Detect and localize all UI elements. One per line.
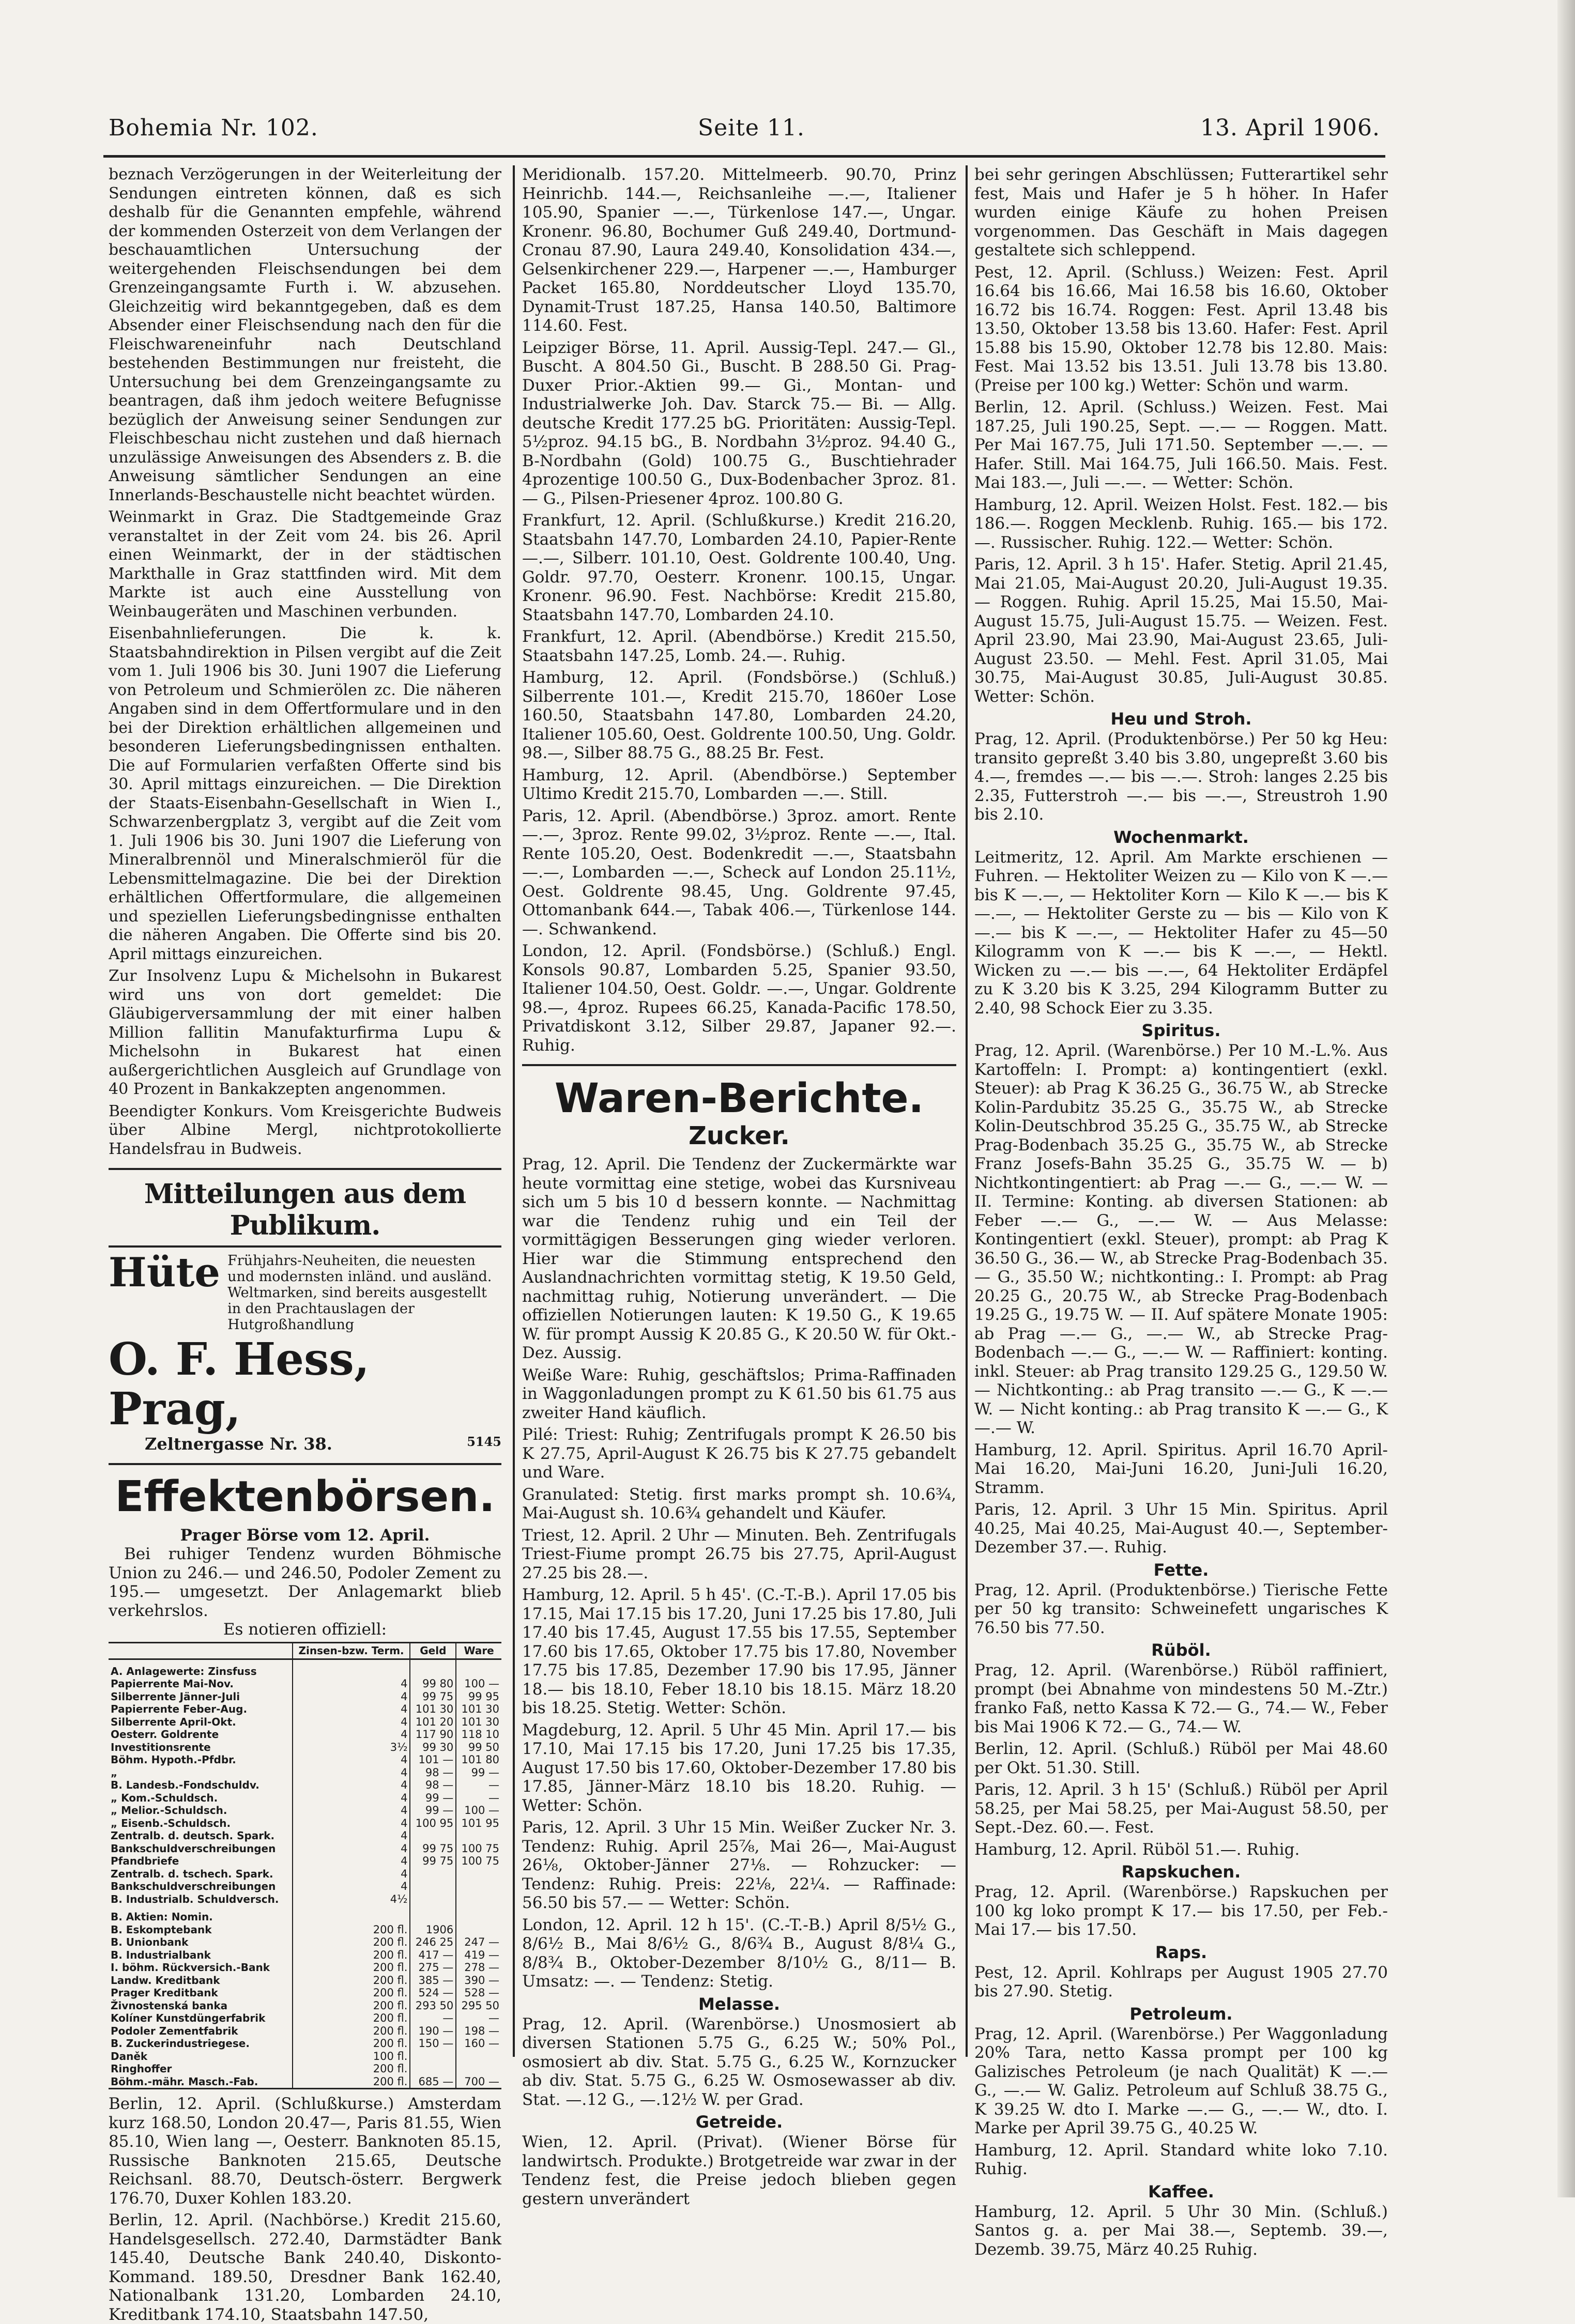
table-cell-name: B. Unionbank xyxy=(111,1936,189,1948)
table-cell-value: 1906 xyxy=(410,1923,456,1936)
table-cell-name: „ xyxy=(111,1766,118,1779)
table-row xyxy=(109,2037,501,2050)
table-cell-value: 101 30 xyxy=(456,1716,501,1729)
table-cell-value: 4 xyxy=(293,1677,410,1690)
table-cell-value: 685 — xyxy=(410,2075,456,2088)
subheading: Prager Börse vom 12. April. xyxy=(180,1526,430,1545)
table-cell-value: 4 xyxy=(293,1817,410,1830)
table-cell-name: Kolíner Kunstdüngerfabrik xyxy=(111,2012,266,2024)
table-cell-value xyxy=(410,2063,456,2075)
article-paragraph: Prag, 12. April. (Warenbörse.) Rapskuchen per 100 kg loko prompt K 17.— bis 17.50, per Feb.-Mai 17.— bis 17.50. xyxy=(974,1883,1388,1939)
table-cell-value: 99 30 xyxy=(410,1741,456,1754)
article-paragraph: Eisenbahnlieferungen. Die k. k. Staatsbahndirektion in Pilsen vergibt auf die Zeit vom 1. Juli 1906 bis 30. Juni 1907 die Lieferung von Petroleum und Schmierölen zc. Die näheren Angaben sind in dem Offertformulare und in den bei der Direktion erhältlichen allgemeinen und besonderen Lieferungsbedingnissen enthalten. Die auf Formularien verfaßten Offerte sind bis 30. April mittags einzureichen. — Die Direktion der Staats-Eisenbahn-Gesellschaft in Wien I., Schwarzenbergplatz 3, vergibt auf die Zeit vom 1. Juli 1906 bis 30. Juni 1907 die Lieferung von Mineralbrennöl und Mineralschmieröl für die Lebensmittelmagazine. Die bei der Direktion erhältlichen Offertformulare, die allgemeinen und speziellen Lieferungsbedingnisse enthalten die näheren Angaben. Die Offerte sind bis 20. April mittags einzureichen. xyxy=(109,624,501,963)
ad-company-name: O. F. Hess, Prag, xyxy=(109,1333,370,1435)
article-paragraph: Pest, 12. April. Kohlraps per August 1905 27.70 bis 27.90. Stetig. xyxy=(974,1963,1388,2000)
table-cell-value: — xyxy=(456,1779,501,1792)
ad-headline: Hüte xyxy=(109,1249,221,1296)
table-cell-value: 4 xyxy=(293,1880,410,1893)
table-cell-value: 200 fl. xyxy=(293,2063,410,2075)
table-cell-name: B. Industrialb. Schuldversch. xyxy=(111,1892,279,1905)
table-row xyxy=(109,1677,501,1690)
table-cell-value: 99 80 xyxy=(410,1677,456,1690)
column-3 xyxy=(974,165,1388,2259)
article-paragraph: Magdeburg, 12. April. 5 Uhr 45 Min. April 17.— bis 17.10, Mai 17.15 bis 17.20, Juni 17.25 bis 17.35, August 17.50 bis 17.60, Oktober-Dezember 17.80 bis 17.85, Jänner-März 18.10 bis 18.20. Ruhig. — Wetter: Schön. xyxy=(522,1720,956,1815)
table-cell-value: 4 xyxy=(293,1766,410,1779)
section-rule xyxy=(109,1168,501,1170)
subsection-heading-raps: Raps. xyxy=(1155,1942,1207,1962)
table-row xyxy=(109,1792,501,1805)
table-row xyxy=(109,1923,501,1936)
table-cell-value: 99 75 xyxy=(410,1855,456,1868)
table-cell-value: 4 xyxy=(293,1842,410,1855)
table-cell-name: „ Melior.-Schuldsch. xyxy=(111,1804,227,1817)
table-cell-value: 275 — xyxy=(410,1961,456,1974)
section-heading-warenberichte: Waren-Berichte. xyxy=(554,1075,924,1122)
table-row xyxy=(109,1804,501,1817)
table-cell-value: 100 95 xyxy=(410,1817,456,1830)
table-cell-value: 4 xyxy=(293,1728,410,1741)
subsection-heading-petroleum: Petroleum. xyxy=(1129,2004,1233,2024)
article-paragraph: London, 12. April. 12 h 15'. (C.-T.-B.) April 8/5½ G., 8/6½ B., Mai 8/6½ G., 8/6¾ B., August 8/8¼ G., 8/8¾ B., Oktober-Dezember 8/10½ G., 8/11— B. Umsatz: —. — Tendenz: Stetig. xyxy=(522,1915,956,1991)
table-cell-value: 99 — xyxy=(410,1792,456,1805)
table-cell-value: 101 30 xyxy=(456,1703,501,1716)
table-row xyxy=(109,1961,501,1974)
article-paragraph: Paris, 12. April. 3 Uhr 15 Min. Spiritus. April 40.25, Mai 40.25, Mai-August 40.—, September-Dezember 37.—. Ruhig. xyxy=(974,1500,1388,1557)
table-cell-value: 99 — xyxy=(456,1766,501,1779)
article-paragraph: Paris, 12. April. 3 Uhr 15 Min. Weißer Zucker Nr. 3. Tendenz: Ruhig. April 25⅞, Mai 26—, Mai-August 26⅛, Oktober-Jänner 27⅛. — Rohzucker: — Tendenz: Ruhig. Preis: 22⅛, 22¼. — Raffinade: 56.50 bis 57.— — Wetter: Schön. xyxy=(522,1818,956,1912)
table-cell-value: 101 30 xyxy=(410,1703,456,1716)
subsection-heading-zucker: Zucker. xyxy=(689,1121,790,1150)
table-cell-value xyxy=(456,1880,501,1893)
table-cell-value xyxy=(410,1905,456,1923)
table-cell-value: 101 95 xyxy=(456,1817,501,1830)
table-row xyxy=(109,1779,501,1792)
ad-text: Frühjahrs-Neuheiten, die neuesten und modernsten inländ. und ausländ. Weltmarken, sind bereits ausgestellt in den Prachtauslagen der Hutgroßhandlung xyxy=(227,1253,492,1333)
table-row xyxy=(109,2075,501,2088)
table-row xyxy=(109,1817,501,1830)
article-paragraph: Hamburg, 12. April. Weizen Holst. Fest. 182.— bis 186.—. Roggen Mecklenb. Ruhig. 165.— bis 172.—. Russischer. Ruhig. 122.— Wetter: Schön. xyxy=(974,495,1388,552)
table-cell-name: Oesterr. Goldrente xyxy=(111,1728,219,1741)
table-row xyxy=(109,1690,501,1703)
table-row xyxy=(109,1905,501,1923)
article-paragraph: Hamburg, 12. April. 5 Uhr 30 Min. (Schluß.) Santos g. a. per Mai 38.—, Septemb. 39.—, Dezemb. 39.75, März 40.25 Ruhig. xyxy=(974,2202,1388,2259)
table-cell-value: 200 fl. xyxy=(293,2037,410,2050)
table-cell-value: 4 xyxy=(293,1868,410,1881)
table-cell-name: Bankschuldverschreibungen xyxy=(111,1880,276,1892)
article-paragraph: Leipziger Börse, 11. April. Aussig-Tepl. 247.— Gl., Buscht. A 804.50 Gi., Buscht. B 288.50 Gi. Prag-Duxer Prior.-Aktien 99.— Gi., Montan- und Industrialwerke Joh. Dav. Starck 75.— Bi. — Allg. deutsche Kredit 177.25 bG. Prioritäten: Aussig-Tepl. 5½proz. 94.15 bG., B. Nordbahn 3½proz. 94.40 G., B-Nordbahn (Gold) 100.75 G., Buschtiehrader 4prozentige 100.50 G., Dux-Bodenbacher 3proz. 81.— G., Pilsen-Priesener 4proz. 100.80 G. xyxy=(522,338,956,508)
article-paragraph: Prag, 12. April. Die Tendenz der Zuckermärkte war heute vormittag eine stetige, wobei das Kursniveau sich um 5 bis 10 d bessern konnte. — Nachmittag war die Tendenz ruhig und ein Teil der vormittägigen Besserungen ging wieder verloren. Hier war die Stimmung entsprechend den Auslandnachrichten vormittag stetig, K 19.50 Geld, nachmittag ruhig, Notierung unverändert. — Die offiziellen Notierungen lauten: K 19.50 G., K 19.65 W. für prompt Aussig K 20.85 G., K 20.50 W. für Okt.-Dez. Aussig. xyxy=(522,1155,956,1362)
table-cell-name: Böhm.-mähr. Masch.-Fab. xyxy=(111,2075,258,2088)
table-cell-value: 99 — xyxy=(410,1804,456,1817)
article-paragraph: Prag, 12. April. (Warenbörse.) Per Waggonladung 20% Tara, netto Kassa prompt per 100 kg Galizisches Petroleum (je nach Qualität) K —.— G., —.— W. Galiz. Petroleum auf Schluß 38.75 G., K 39.25 W. dto I. Marke —.— G., —.— W., dto. I. Marke per April 39.75 G., 40.25 W. xyxy=(974,2024,1388,2137)
table-cell-value: 385 — xyxy=(410,1974,456,1987)
header-date: 13. April 1906. xyxy=(1200,115,1380,141)
header-rule xyxy=(103,155,1385,158)
table-cell-value: 118 10 xyxy=(456,1728,501,1741)
article-paragraph: Paris, 12. April. 3 h 15'. Hafer. Stetig. April 21.45, Mai 21.05, Mai-August 20.20, Juli-August 19.35. — Roggen. Ruhig. April 15.25, Mai 15.50, Mai-August 15.75, Juli-August 15.75. — Weizen. Fest. April 23.90, Mai 23.90, Mai-August 23.65, Juli-August 23.50. — Mehl. Fest. April 31.05, Mai 30.75, Mai-August 30.85, Juli-August 30.85. Wetter: Schön. xyxy=(974,555,1388,706)
table-cell-name: A. Anlagewerte: Zinsfuss xyxy=(111,1665,257,1677)
table-cell-value: 98 — xyxy=(410,1779,456,1792)
table-cell-name: Podoler Zementfabrik xyxy=(111,2024,238,2037)
table-cell-name: „ Kom.-Schuldsch. xyxy=(111,1791,218,1804)
table-cell-value: 100 — xyxy=(456,1677,501,1690)
table-cell-value: 3½ xyxy=(293,1741,410,1754)
article-paragraph: Berlin, 12. April. (Schluss.) Weizen. Fest. Mai 187.25, Juli 190.25, Sept. —.— — Roggen. Matt. Per Mai 167.75, Juli 171.50. September —.—. — Hafer. Still. Mai 164.75, Juli 166.50. Mais. Fest. Mai 183.—, Juli —.—. — Wetter: Schön. xyxy=(974,398,1388,492)
article-paragraph: Weiße Ware: Ruhig, geschäftslos; Prima-Raffinaden in Waggonladungen prompt zu K 61.50 bis 61.75 aus zweiter Hand käuflich. xyxy=(522,1365,956,1422)
table-row xyxy=(109,1893,501,1906)
subsection-heading-melasse: Melasse. xyxy=(698,1994,781,2014)
table-cell-value: 4 xyxy=(293,1779,410,1792)
table-cell-value: 200 fl. xyxy=(293,1987,410,1999)
article-paragraph: Hamburg, 12. April. 5 h 45'. (C.-T.-B.). April 17.05 bis 17.15, Mai 17.15 bis 17.20, Juni 17.25 bis 17.80, Juli 17.40 bis 17.45, August 17.55 bis 17.55, September 17.60 bis 17.65, Oktober 17.75 bis 17.80, November 17.75 bis 17.85, Dezember 17.90 bis 17.95, Jänner 18.— bis 18.10, Feber 18.10 bis 18.15. März 18.20 bis 18.25. Stetig. Wetter: Schön. xyxy=(522,1586,956,1717)
table-row xyxy=(109,2012,501,2025)
table-cell-value: 4 xyxy=(293,1716,410,1729)
table-cell-name: Böhm. Hypoth.-Pfdbr. xyxy=(111,1753,236,1766)
table-cell-name: Papierrente Feber-Aug. xyxy=(111,1703,248,1715)
table-cell-value xyxy=(456,2063,501,2075)
table-header-row xyxy=(109,1643,501,1659)
table-cell-value: 190 — xyxy=(410,2025,456,2038)
table-header: Ware xyxy=(456,1643,501,1659)
table-cell-value: 524 — xyxy=(410,1987,456,1999)
table-row xyxy=(109,1703,501,1716)
table-row xyxy=(109,1829,501,1842)
article-paragraph: Zur Insolvenz Lupu & Michelsohn in Bukarest wird uns von dort gemeldet: Die Gläubigerversammlung der mit einer halben Million fallitin Manufakturfirma Lupu & Michelsohn in Bukarest hat einen außergerichtlichen Ausgleich auf Grundlage von 40 Prozent in Bankakzepten angenommen. xyxy=(109,967,501,1098)
table-cell-value xyxy=(410,1893,456,1906)
section-rule xyxy=(109,1463,501,1465)
table-header: Zinsen-bzw. Term. xyxy=(293,1643,410,1659)
subsection-heading-wochenmarkt: Wochenmarkt. xyxy=(1113,827,1249,847)
article-paragraph: Paris, 12. April. (Abendbörse.) 3proz. amort. Rente —.—, 3proz. Rente 99.02, 3½proz. Rente —.—, Ital. Rente 105.20, Oest. Bodenkredit —.—, Staatsbahn —.—, Lombarden —.—, Scheck auf London 25.11½, Oest. Goldrente 98.45, Ung. Goldrente 97.45, Ottomanbank 644.—, Tabak 406.—, Türkenlose 144.—. Schwankend. xyxy=(522,806,956,938)
table-cell-value: 419 — xyxy=(456,1949,501,1962)
table-cell-value: 390 — xyxy=(456,1974,501,1987)
article-paragraph: Meridionalb. 157.20. Mittelmeerb. 90.70, Prinz Heinrichb. 144.—, Reichsanleihe —.—, Italiener 105.90, Spanier —.—, Türkenlose 147.—, Ungar. Kronenr. 96.80, Bochumer Guß 249.40, Dortmund-Cronau 87.90, Laura 249.40, Konsolidation 434.—, Gelsenkirchener 229.—, Harpener —.—, Hamburger Packet 165.80, Norddeutscher Lloyd 135.70, Dynamit-Trust 187.25, Hansa 140.50, Baltimore 114.60. Fest. xyxy=(522,165,956,335)
article-paragraph: Hamburg, 12. April. Spiritus. April 16.70 April-Mai 16.20, Mai-Juni 16.20, Juni-Juli 16.20, Stramm. xyxy=(974,1440,1388,1497)
table-row xyxy=(109,1842,501,1855)
table-row xyxy=(109,1659,501,1677)
table-cell-value: 198 — xyxy=(456,2025,501,2038)
table-cell-value xyxy=(410,2050,456,2063)
article-paragraph: Hamburg, 12. April. (Fondsbörse.) (Schluß.) Silberrente 101.—, Kredit 215.70, 1860er Lose 160.50, Staatsbahn 147.80, Lombarden 24.20, Italiener 105.60, Oest. Goldrente 100.50, Ung. Goldr. 98.—, Silber 88.75 G., 88.25 Br. Fest. xyxy=(522,668,956,762)
article-paragraph: bei sehr geringen Abschlüssen; Futterartikel sehr fest, Mais und Hafer je 5 h höher. In Hafer wurden einige Käufe zu hohen Preisen vorgenommen. Das Geschäft in Mais dagegen gestaltete sich schleppend. xyxy=(974,165,1388,259)
table-cell-value: 101 — xyxy=(410,1753,456,1766)
article-paragraph: Beendigter Konkurs. Vom Kreisgerichte Budweis über Albine Mergl, nichtprotokollierte Handelsfrau in Budweis. xyxy=(109,1102,501,1158)
table-cell-name: B. Industrialbank xyxy=(111,1948,211,1961)
table-cell-name: Zentralb. d. tschech. Spark. xyxy=(111,1867,273,1880)
table-cell-value: — xyxy=(456,2012,501,2025)
article-paragraph: Prag, 12. April. (Produktenbörse.) Per 50 kg Heu: transito gepreßt 3.40 bis 3.80, ungepreßt 3.60 bis 4.—, fremdes —.— bis —.—. Stroh: langes 2.25 bis 2.35, Futterstroh —.— bis —.—, Streustroh 1.90 bis 2.10. xyxy=(974,730,1388,824)
article-paragraph: Berlin, 12. April. (Schlußkurse.) Amsterdam kurz 168.50, London 20.47—, Paris 81.55, Wien 85.10, Wien lang —, Oesterr. Banknoten 85.15, Russische Banknoten 215.65, Deutsche Reichsanl. 88.70, Deutsch-österr. Bergwerk 176.70, Duxer Kohlen 183.20. xyxy=(109,2095,501,2208)
table-cell-name: Pfandbriefe xyxy=(111,1855,179,1867)
table-cell-name: B. Eskomptebank xyxy=(111,1923,212,1936)
table-row xyxy=(109,1868,501,1881)
table-cell-value: 99 95 xyxy=(456,1690,501,1703)
article-paragraph: Leitmeritz, 12. April. Am Markte erschienen — Fuhren. — Hektoliter Weizen zu — Kilo von K —.— bis K —.—, — Hektoliter Korn — Kilo K —.— bis K —.—, — Hektoliter Gerste zu — bis — Kilo von K —.— bis K —.—, — Hektoliter Hafer zu 45—50 Kilogramm von K —.— bis K —.—, — Hektl. Wicken zu —.— bis —.—, 64 Hektoliter Erdäpfel zu K 3.20 bis K 3.25, 294 Kilogramm Butter zu 2.40, 98 Schock Eier zu 3.35. xyxy=(974,848,1388,1018)
table-header xyxy=(109,1643,293,1659)
table-cell-value: 200 fl. xyxy=(293,1923,410,1936)
header-title: Bohemia Nr. 102. xyxy=(109,115,318,141)
article-paragraph: Paris, 12. April. 3 h 15' (Schluß.) Rüböl per April 58.25, per Mai 58.25, per Mai-August 58.50, per Sept.-Dez. 60.—. Fest. xyxy=(974,1780,1388,1837)
table-cell-value: 4 xyxy=(293,1703,410,1716)
table-cell-value: 293 50 xyxy=(410,1999,456,2012)
table-row xyxy=(109,2050,501,2063)
table-row xyxy=(109,1949,501,1962)
table-cell-value: 200 fl. xyxy=(293,2075,410,2088)
table-cell-value: 4 xyxy=(293,1690,410,1703)
article-paragraph: Wien, 12. April. (Privat). (Wiener Börse für landwirtsch. Produkte.) Brotgetreide war zwar in der Tendenz fest, die Preise jedoch blieben gegen gestern unverändert xyxy=(522,2133,956,2208)
subsection-heading-fette: Fette. xyxy=(1153,1560,1209,1580)
article-paragraph: Berlin, 12. April. (Nachbörse.) Kredit 215.60, Handelsgesellsch. 272.40, Darmstädter Bank 145.40, Deutsche Bank 240.40, Diskonto-Kommand. 189.50, Dresdner Bank 162.40, Nationalbank 131.20, Lombarden 24.10, Kreditbank 174.10, Staatsbahn 147.50, xyxy=(109,2211,501,2324)
section-heading-mitteilungen: Mitteilungen aus dem Publikum. xyxy=(144,1178,466,1241)
table-cell-value: 99 50 xyxy=(456,1741,501,1754)
article-paragraph: Weinmarkt in Graz. Die Stadtgemeinde Graz veranstaltet in der Zeit vom 24. bis 26. April einen Weinmarkt, der in der städtischen Markthalle in Graz stattfinden wird. Mit dem Markte ist auch eine Ausstellung von Weinbaugeräten und Maschinen verbunden. xyxy=(109,508,501,621)
table-cell-value: 528 — xyxy=(456,1987,501,1999)
table-cell-name: Silberrente April-Okt. xyxy=(111,1715,236,1728)
table-cell-value: 99 75 xyxy=(410,1842,456,1855)
section-rule xyxy=(109,1245,501,1248)
table-cell-value: 417 — xyxy=(410,1949,456,1962)
subsection-heading-getreide: Getreide. xyxy=(695,2112,783,2132)
article-paragraph: Bei ruhiger Tendenz wurden Böhmische Union zu 246.— und 246.50, Podoler Zement zu 195.— umgesetzt. Der Anlagemarkt blieb verkehrslos. xyxy=(109,1545,501,1620)
table-cell-value: 200 fl. xyxy=(293,1961,410,1974)
table-cell-value: 200 fl. xyxy=(293,1949,410,1962)
table-row xyxy=(109,1741,501,1754)
table-row xyxy=(109,1936,501,1949)
article-paragraph: Granulated: Stetig. first marks prompt sh. 10.6¾, Mai-August sh. 10.6¾ gehandelt und Käufer. xyxy=(522,1485,956,1522)
table-cell-name: B. Zuckerindustriegese. xyxy=(111,2037,250,2050)
column-1 xyxy=(109,165,501,2324)
subsection-heading-spiritus: Spiritus. xyxy=(1141,1021,1221,1040)
table-row xyxy=(109,1880,501,1893)
table-cell-value: 101 20 xyxy=(410,1716,456,1729)
subsection-heading-ruboel: Rüböl. xyxy=(1151,1640,1211,1660)
subsection-heading-kaffee: Kaffee. xyxy=(1148,2181,1214,2202)
ad-address: Zeltnergasse Nr. 38. xyxy=(145,1434,332,1454)
table-cell-value: 200 fl. xyxy=(293,1999,410,2012)
table-row xyxy=(109,1999,501,2012)
stock-table-wrapper xyxy=(109,1642,501,2089)
table-cell-value: 247 — xyxy=(456,1936,501,1949)
table-cell-name: Zentralb. d. deutsch. Spark. xyxy=(111,1829,275,1842)
article-paragraph: Prag, 12. April. (Warenbörse.) Per 10 M.-L.%. Aus Kartoffeln: I. Prompt: a) kontingentiert (exkl. Steuer): ab Prag K 36.25 G., 36.75 W., ab Strecke Kolin-Pardubitz 35.25 G., 35.75 W., ab Strecke Kolin-Deutschbrod 35.25 G., 35.75 W., ab Strecke Prag-Bodenbach 35.25 G., 35.75 W., ab Strecke Franz Josefs-Bahn 35.25 G., 35.75 W. — b) Nichtkontingentiert: ab Prag —.— G., —.— W. — II. Termine: Konting. ab diversen Stationen: ab Feber —.— G., —.— W. — Aus Melasse: Kontingentiert (exkl. Steuer), prompt: ab Prag K 36.50 G., 36.— W., ab Strecke Prag-Bodenbach 35.— G., 35.50 W.; nichtkonting.: I. Prompt: ab Prag 20.25 G., 20.75 W., ab Strecke Prag-Bodenbach 19.25 G., 19.75 W. — II. Auf spätere Monate 1905: ab Prag —.— G., —.— W., ab Strecke Prag-Bodenbach —.— G., —.— W. — Raffiniert: konting. inkl. Steuer: ab Prag transito 129.25 G., 129.50 W. — Nichtkonting.: ab Prag transito —.— G., K —.— W. — Nicht konting.: ab Prag transito K —.— G., K —.— W. xyxy=(974,1041,1388,1437)
stock-table xyxy=(109,1643,501,2088)
section-rule xyxy=(522,1064,956,1066)
table-cell-value: — xyxy=(456,1792,501,1805)
table-cell-name: I. böhm. Rückversich.-Bank xyxy=(111,1961,270,1974)
subsection-heading-heu: Heu und Stroh. xyxy=(1110,709,1252,729)
table-cell-name: B. Aktien: Nomin. xyxy=(111,1911,213,1923)
table-cell-value: 700 — xyxy=(456,2075,501,2088)
table-cell-value: 100 75 xyxy=(456,1855,501,1868)
table-cell-name: Ringhoffer xyxy=(111,2063,172,2075)
article-paragraph: Pilé: Triest: Ruhig; Zentrifugals prompt K 26.50 bis K 27.75, April-August K 26.75 bis K 27.75 gebandelt und Ware. xyxy=(522,1425,956,1482)
table-cell-value: 4 xyxy=(293,1753,410,1766)
table-cell-value: 4 xyxy=(293,1792,410,1805)
article-paragraph: Prag, 12. April. (Warenbörse.) Rüböl raffiniert, prompt (bei Abnahme von mindestens 50 M.-Ztr.) franko Faß, netto Kassa K 72.— G., 74.— W., Feber bis Mai 1906 K 72.— G., 74.— W. xyxy=(974,1661,1388,1736)
article-paragraph: Hamburg, 12. April. (Abendbörse.) September Ultimo Kredit 215.70, Lombarden —.—. Still. xyxy=(522,765,956,803)
section-heading-effektenboersen: Effektenbörsen. xyxy=(115,1472,495,1521)
table-cell-value: 99 75 xyxy=(410,1690,456,1703)
table-row xyxy=(109,1855,501,1868)
table-cell-value xyxy=(456,2050,501,2063)
column-divider-1 xyxy=(513,165,515,2057)
table-cell-value: 4 xyxy=(293,1829,410,1842)
table-cell-name: „ Eisenb.-Schuldsch. xyxy=(111,1817,231,1829)
table-cell-value: 101 80 xyxy=(456,1753,501,1766)
article-paragraph: London, 12. April. (Fondsbörse.) (Schluß.) Engl. Konsols 90.87, Lombarden 5.25, Spanier 93.50, Italiener 104.50, Oest. Goldr. —.—, Ungar. Goldrente 98.—, 4proz. Rupees 66.25, Kanada-Pacific 178.50, Privatdiskont 3.12, Silber 29.87, Japaner 92.—. Ruhig. xyxy=(522,942,956,1055)
table-cell-value xyxy=(410,1868,456,1881)
table-cell-value: 100 — xyxy=(456,1804,501,1817)
page-edge-shadow xyxy=(1557,0,1575,2197)
article-paragraph: Frankfurt, 12. April. (Abendbörse.) Kredit 215.50, Staatsbahn 147.25, Lomb. 24.—. Ruhig. xyxy=(522,627,956,665)
table-cell-value xyxy=(293,1659,410,1677)
table-cell-name: Investitionsrente xyxy=(111,1741,211,1753)
article-paragraph: Hamburg, 12. April. Rüböl 51.—. Ruhig. xyxy=(974,1840,1300,1859)
table-cell-name: Bankschuldverschreibungen xyxy=(111,1842,276,1855)
table-cell-value: 4 xyxy=(293,1855,410,1868)
table-cell-name: B. Landesb.-Fondschuldv. xyxy=(111,1779,259,1791)
table-cell-value: 117 90 xyxy=(410,1728,456,1741)
table-cell-value: 100 fl. xyxy=(293,2050,410,2063)
table-row xyxy=(109,1987,501,1999)
table-cell-value: 4½ xyxy=(293,1893,410,1906)
article-paragraph: Hamburg, 12. April. Standard white loko 7.10. Ruhig. xyxy=(974,2141,1388,2178)
article-paragraph: beznach Verzögerungen in der Weiterleitung der Sendungen eintreten können, daß es sich deshalb für die Genannten empfehle, während der kommenden Osterzeit von dem Verlangen der beschauamtlichen Untersuchung der weitergehenden Fleischsendungen bei dem Grenzeingangsamte Furth i. W. abzusehen. Gleichzeitig wird bekanntgegeben, daß es dem Absender einer Fleischsendung nach den für die Fleischwareneinfuhr nach Deutschland bestehenden Bestimmungen nur freisteht, die Untersuchung bei dem Grenzeingangsamte zu beantragen, daß ihm jedoch weitere Befugnisse bezüglich der Anweisung seiner Sendungen zur Fleischbeschau nicht zustehen und daß hiernach unzulässige Anweisungen des Absenders z. B. die Anweisung sämtlicher Sendungen an eine Innerlands-Beschaustelle nicht beachtet würden. xyxy=(109,165,501,504)
table-cell-value: 150 — xyxy=(410,2037,456,2050)
table-cell-value: 200 fl. xyxy=(293,1974,410,1987)
column-2 xyxy=(522,165,956,2208)
stock-table-body xyxy=(109,1659,501,2088)
table-row xyxy=(109,1728,501,1741)
table-cell-name: Daněk xyxy=(111,2050,148,2063)
article-paragraph: Berlin, 12. April. (Schluß.) Rüböl per Mai 48.60 per Okt. 51.30. Still. xyxy=(974,1740,1388,1777)
table-row xyxy=(109,1753,501,1766)
article-paragraph: Triest, 12. April. 2 Uhr — Minuten. Beh. Zentrifugals Triest-Fiume prompt 26.75 bis 27.75, April-August 27.25 bis 28.—. xyxy=(522,1526,956,1582)
table-cell-name: Papierrente Mai-Nov. xyxy=(111,1677,234,1690)
table-cell-value xyxy=(410,1829,456,1842)
table-cell-value: 200 fl. xyxy=(293,2012,410,2025)
article-paragraph: Prag, 12. April. (Warenbörse.) Unosmosiert ab diversen Stationen 5.75 G., 6.25 W.; 50% Pol., osmosiert ab div. Stat. 5.75 G., 6.25 W., Kornzucker ab div. Stat. 5.75 G., 6.25 W. Osmosewasser ab div. Stat. —.12 G., —.12½ W. per Grad. xyxy=(522,2014,956,2109)
table-cell-value xyxy=(456,1829,501,1842)
table-cell-value xyxy=(456,1659,501,1677)
table-cell-value: 246 25 xyxy=(410,1936,456,1949)
table-cell-value: 98 — xyxy=(410,1766,456,1779)
table-cell-value: 4 xyxy=(293,1804,410,1817)
table-cell-value xyxy=(293,1905,410,1923)
table-cell-name: Živnostenská banka xyxy=(111,1999,228,2012)
table-row xyxy=(109,2063,501,2075)
table-cell-value: 160 — xyxy=(456,2037,501,2050)
table-cell-name: Prager Kreditbank xyxy=(111,1987,218,1999)
article-paragraph: Pest, 12. April. (Schluss.) Weizen: Fest. April 16.64 bis 16.66, Mai 16.58 bis 16.60, Oktober 16.72 bis 16.74. Roggen: Fest. April 13.48 bis 13.50, Oktober 13.58 bis 13.60. Hafer: Fest. April 15.88 bis 15.90, Oktober 12.78 bis 12.80. Mais: Fest. Mai 13.52 bis 13.51. Juli 13.78 bis 13.80. (Preise per 100 kg.) Wetter: Schön und warm. xyxy=(974,263,1388,395)
ad-code: 5145 xyxy=(467,1434,501,1449)
table-cell-name: Silberrente Jänner-Juli xyxy=(111,1690,240,1703)
table-cell-value xyxy=(410,1880,456,1893)
table-cell-value: 278 — xyxy=(456,1961,501,1974)
table-cell-value: 100 75 xyxy=(456,1842,501,1855)
article-paragraph: Frankfurt, 12. April. (Schlußkurse.) Kredit 216.20, Staatsbahn 147.70, Lombarden 24.10, Papier-Rente —.—, Silberr. 101.10, Oest. Goldrente 100.40, Ung. Goldr. 97.70, Oesterr. Kronenr. 100.15, Ungar. Kronenr. 96.90. Fest. Nachbörse: Kredit 215.80, Staatsbahn 147.70, Lombarden 24.10. xyxy=(522,511,956,624)
page-header xyxy=(109,115,1380,151)
table-caption: Es notieren offiziell: xyxy=(223,1620,387,1639)
subsection-heading-rapskuchen: Rapskuchen. xyxy=(1121,1862,1241,1882)
table-cell-value xyxy=(456,1868,501,1881)
column-divider-2 xyxy=(966,165,968,2057)
table-header: Geld xyxy=(410,1643,456,1659)
table-cell-value xyxy=(456,1905,501,1923)
article-paragraph: Prag, 12. April. (Produktenbörse.) Tierische Fette per 50 kg transito: Schweinefett ungarisches K 76.50 bis 77.50. xyxy=(974,1580,1388,1637)
advertisement-hats xyxy=(109,1249,501,1333)
table-row xyxy=(109,1766,501,1779)
table-cell-value: — xyxy=(410,2012,456,2025)
table-cell-value: 200 fl. xyxy=(293,1936,410,1949)
table-cell-value xyxy=(456,1923,501,1936)
table-cell-value: 200 fl. xyxy=(293,2025,410,2038)
table-cell-value xyxy=(410,1659,456,1677)
ad-address-row xyxy=(109,1434,501,1454)
table-row xyxy=(109,2025,501,2038)
header-page-number: Seite 11. xyxy=(698,115,805,141)
table-row xyxy=(109,1974,501,1987)
table-row xyxy=(109,1716,501,1729)
table-cell-name: Landw. Kreditbank xyxy=(111,1974,220,1987)
table-cell-value: 295 50 xyxy=(456,1999,501,2012)
table-cell-value xyxy=(456,1893,501,1906)
